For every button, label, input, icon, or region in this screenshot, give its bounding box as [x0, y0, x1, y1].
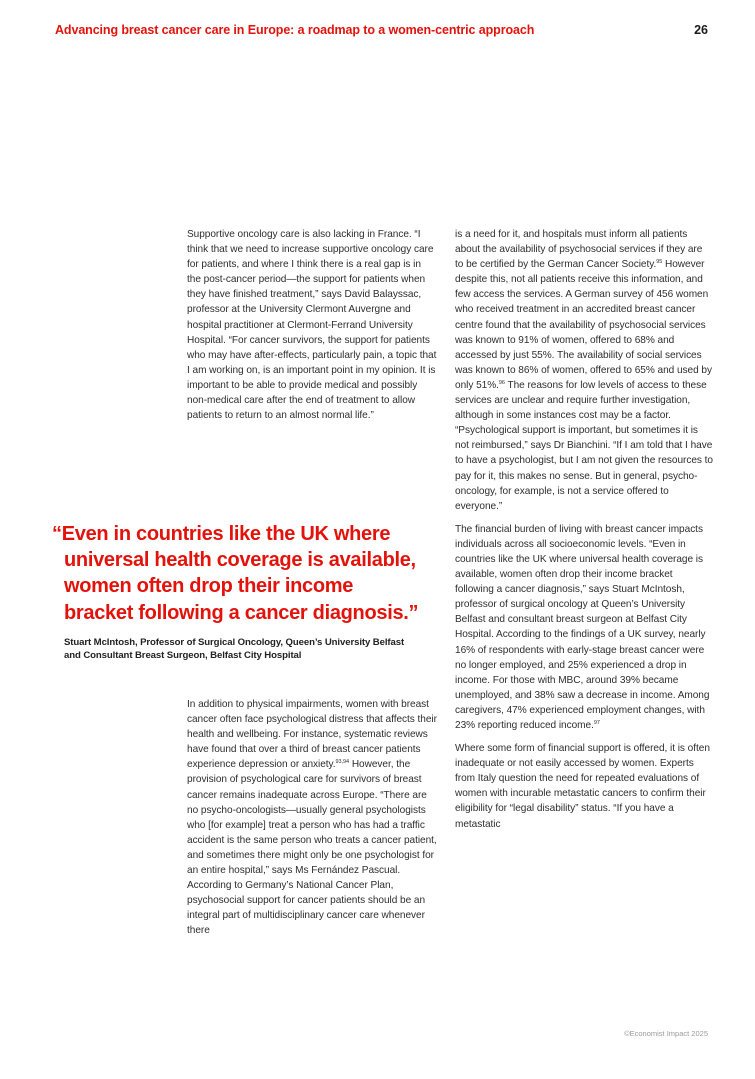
text-run: In addition to physical impairments, women with breast cancer often face psychological distress that affects their health and wellbeing. For instance, systematic reviews have found that over a third of breast cancer patients experience depression or anxiety.	[187, 699, 437, 771]
paragraph-psychosocial-services	[455, 227, 713, 514]
body-column-right	[455, 227, 713, 832]
pull-quote-line: women often drop their income	[64, 575, 354, 598]
page-number: 26	[694, 23, 708, 37]
text-run: However despite this, not all patients receive this information, and few access the services. A German survey of 456 women who received treatment in an accredited breast cancer centre found that the availability of psychosocial services was known to 91% of women, offered to 68% and accessed by just 55%. The availability of social services was known to 86% of women, offered to 65% and used by only 51%.	[455, 259, 712, 391]
pull-quote	[52, 521, 442, 626]
paragraph-supportive-oncology-france: Supportive oncology care is also lacking in France. “I think that we need to increase supportive oncology care for patients, and where I think there is a real gap is in the post-cancer period—the support for patients when they have finished treatment,” says David Balayssac, professor at the University Clermont Auvergne and hospital practitioner at Clermont-Ferrand University Hospital. “For cancer survivors, the support for patients who may have after-effects, particularly pain, a topic that I am working on, is an important point in my opinion. It is important to be able to provide medical and possibly non-medical care after the end of treatment to allow patients to return to an almost normal life.”	[187, 229, 437, 422]
paragraph-financial-burden	[455, 522, 713, 733]
text-run: The financial burden of living with breast cancer impacts individuals across all socioeconomic levels. “Even in countries like the UK where universal health coverage is available, women often drop their income bracket following a cancer diagnosis,” says Stuart McIntosh, professor of surgical oncology at Queen’s University Belfast and consultant breast surgeon at Belfast City Hospital. According to the findings of a UK survey, nearly 16% of respondents with early-stage breast cancer were no longer employed, and 25% experienced a drop in income. For those with MBC, around 39% became unemployed, and 38% saw a decrease in income. Among caregivers, 47% experienced employment changes, with 23% reporting reduced income.	[455, 523, 710, 731]
pull-quote-line: bracket following a cancer diagnosis.”	[64, 601, 419, 624]
pull-quote-line: universal health coverage is available,	[64, 549, 416, 572]
pull-quote-line: “Even in countries like the UK where	[52, 523, 391, 545]
text-run: However, the provision of psychological care for survivors of breast cancer remains inadequate across Europe. “There are no psycho-oncologists—usually general psychologists who [for example] treat a person who has had a traffic accident is the same person who treats a cancer patient, and sometimes there might only be one psychologist for an entire hospital,” says Ms Fernández Pascual. According to Germany’s National Cancer Plan, psychosocial support for cancer patients should be an integral part of multidisciplinary cancer care whenever there	[187, 759, 437, 937]
body-column-left-bottom	[187, 697, 437, 939]
footnote-ref: 96	[498, 379, 505, 386]
body-column-left-top	[187, 227, 437, 423]
footnote-ref: 97	[593, 720, 600, 726]
paragraph-financial-support: Where some form of financial support is offered, it is often inadequate or not easily accessed by women. Experts from Italy question the need for repeated evaluations of women with incurable metastatic cancers to confirm their eligibility for “legal disability” status. “If you have a metastatic	[455, 743, 710, 830]
footnote-ref: 95	[656, 259, 663, 266]
text-run: The reasons for low levels of access to these services are unclear and require further investigation, although in some instances cost may be a factor. “Psychological support is important, but sometimes it is not reimbursed,” says Dr Bianchini. “If I am told that I have to have a psychologist, but I am not given the resources to pay for it, this makes no sense. But in general, psycho-oncology, for example, is not a service offered to everyone.”	[455, 379, 713, 512]
paragraph-psychological-distress	[187, 697, 437, 939]
copyright-footer: ©Economist Impact 2025	[624, 1029, 708, 1038]
quote-attribution	[64, 636, 444, 662]
attribution-line: Stuart McIntosh, Professor of Surgical Oncology, Queen’s University Belfast	[64, 637, 405, 648]
attribution-line: and Consultant Breast Surgeon, Belfast City Hospital	[64, 650, 302, 662]
footnote-ref: 93,94	[335, 759, 350, 766]
report-title: Advancing breast cancer care in Europe: a roadmap to a women-centric approach	[55, 23, 535, 37]
text-run: is a need for it, and hospitals must inform all patients about the availability of psychosocial services if they are to be certified by the German Cancer Society.	[455, 229, 703, 271]
